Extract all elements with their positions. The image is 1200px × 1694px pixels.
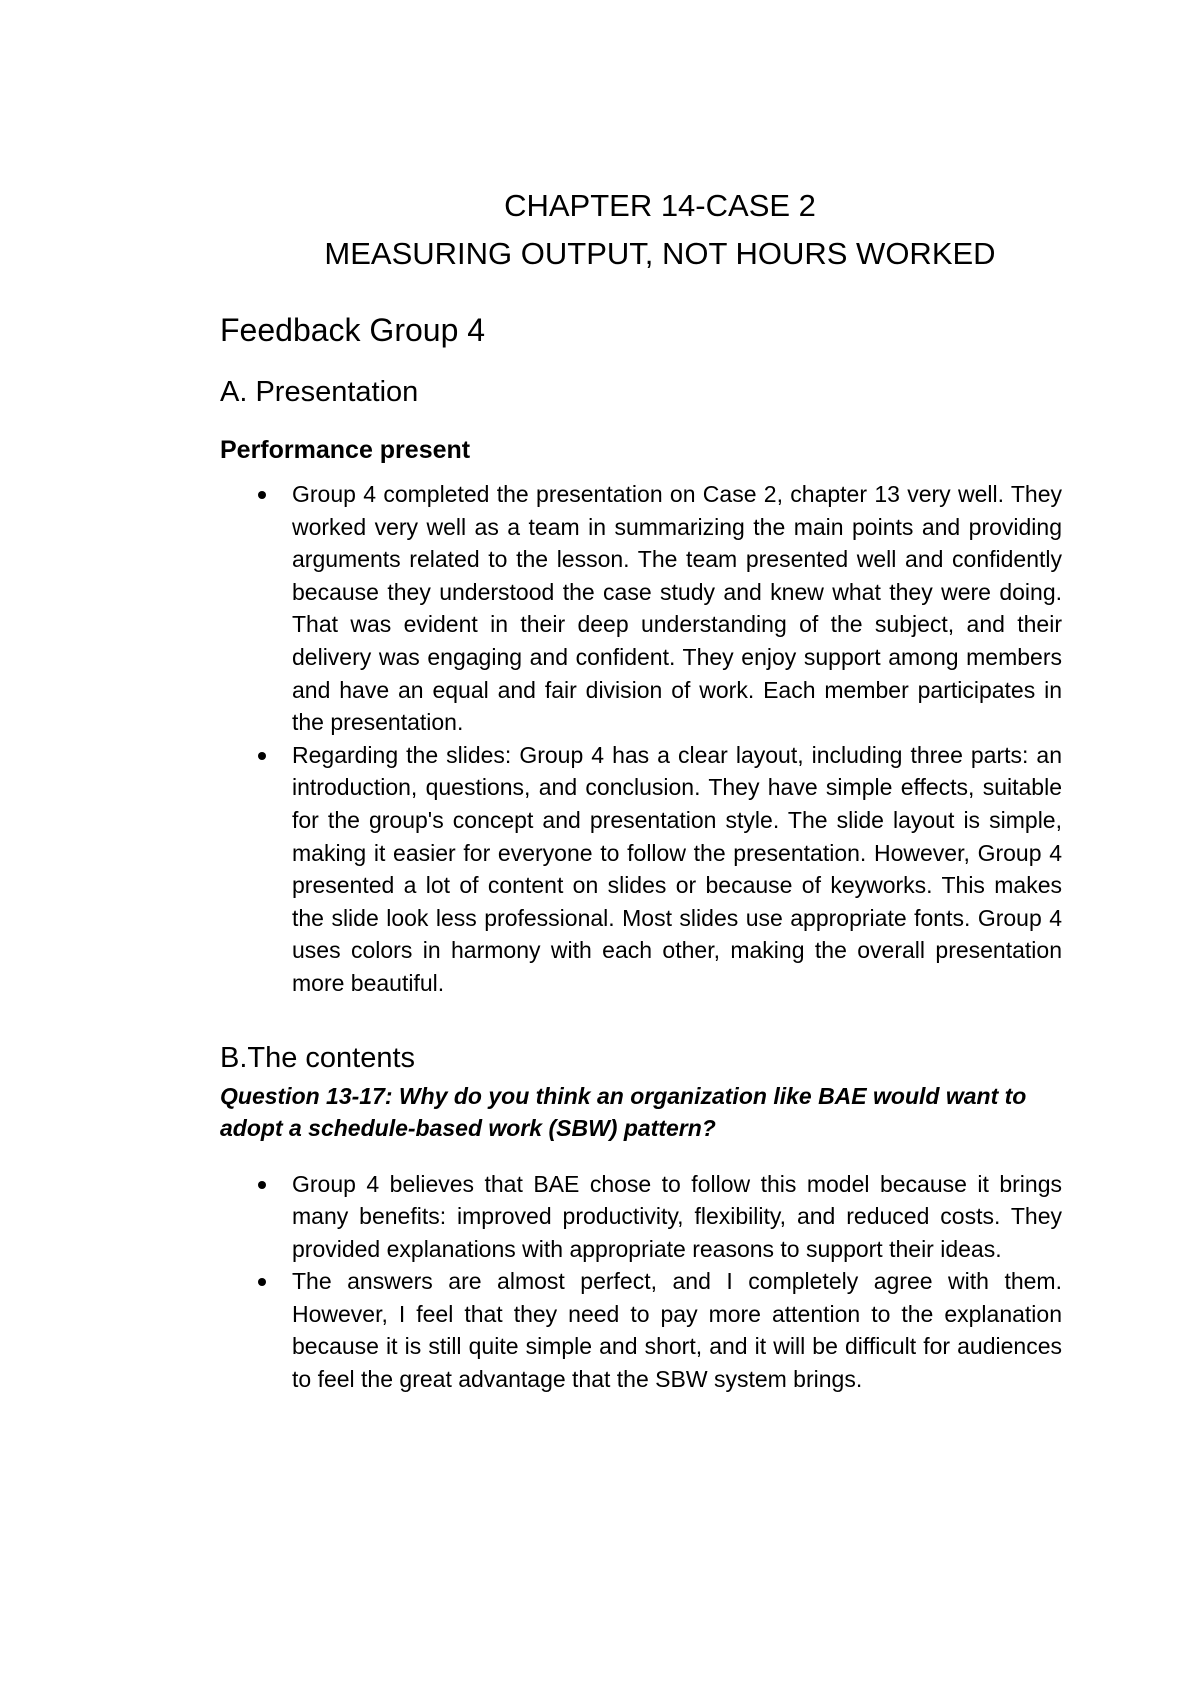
list-item: [220, 739, 1062, 1000]
list-item: [220, 478, 1062, 739]
title-block: [0, 188, 1200, 272]
spacer: [220, 1144, 1062, 1156]
case-title: MEASURING OUTPUT, NOT HOURS WORKED: [324, 236, 996, 271]
section-a-bullet-list: [220, 478, 1062, 1000]
bullet-icon: [258, 1278, 266, 1286]
list-item: [220, 1168, 1062, 1266]
bullet-icon: [258, 1181, 266, 1189]
section-a-heading: A. Presentation: [220, 376, 419, 408]
section-a-subheading: Performance present: [220, 436, 471, 464]
bullet-text: Group 4 completed the presentation on Case 2, chapter 13 very well. They worked very well as a team in summarizing the main points and providing arguments related to the lesson. The team presented well and confidently because they understood the case study and knew what they were doing. That was evident in their deep understanding of the subject, and their delivery was engaging and confident. They enjoy support among members and have an equal and fair division of work. Each member participates in the presentation.: [292, 481, 1062, 736]
question-text: Question 13-17: Why do you think an organization like BAE would want to adopt a schedule-based work (SBW) pattern?: [220, 1082, 1027, 1141]
list-item: [220, 1265, 1062, 1395]
bullet-text: Regarding the slides: Group 4 has a clear layout, including three parts: an introduction, questions, and conclusion. They have simple effects, suitable for the group's concept and presentation style. The slide layout is simple, making it easier for everyone to follow the presentation. However, Group 4 presented a lot of content on slides or because of keyworks. This makes the slide look less professional. Most slides use appropriate fonts. Group 4 uses colors in harmony with each other, making the overall presentation more beautiful.: [292, 741, 1062, 996]
bullet-text: The answers are almost perfect, and I completely agree with them. However, I feel that they need to pay more attention to the explanation because it is still quite simple and short, and it will be difficult for audiences to feel the great advantage that the SBW system brings.: [292, 1268, 1062, 1393]
document-body: [220, 310, 1062, 1396]
section-b-heading: B.The contents: [220, 1041, 416, 1074]
bullet-text: Group 4 believes that BAE chose to follow this model because it brings many benefits: improved productivity, flexibility, and reduced costs. They provided explanations with appropriate reasons to support their ideas.: [292, 1170, 1062, 1262]
bullet-icon: [258, 752, 266, 760]
feedback-heading: Feedback Group 4: [220, 312, 486, 348]
section-b-bullet-list: [220, 1168, 1062, 1396]
bullet-icon: [258, 491, 266, 499]
chapter-title: CHAPTER 14-CASE 2: [504, 188, 816, 223]
